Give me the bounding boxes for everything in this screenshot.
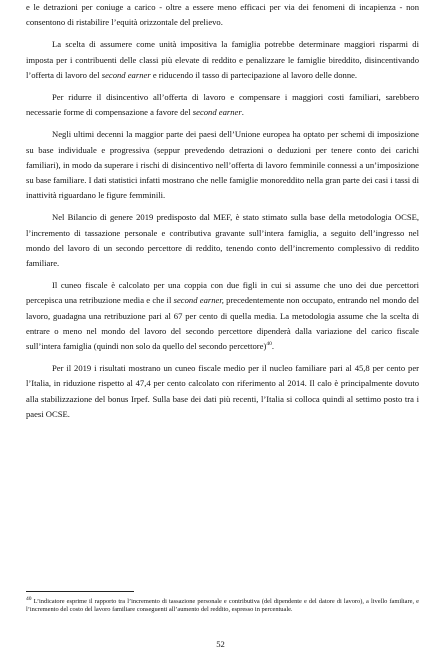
paragraph-text: Nel Bilancio di genere 2019 predisposto dal MEF, è stato stimato sulla base della metodologia OCSE, l’incremento di tassazione personale e contributiva gravante sull’intera famiglia, a seguito dell’ingresso nel mondo del lavoro di un secondo percettore di reddito, tenendo conto dell’incremento complessivo di reddito familiare. bbox=[26, 212, 419, 269]
paragraph-text: Per ridurre il disincentivo all’offerta di lavoro e compensare i maggiori costi familiari, sarebbero necessarie forme di compensazione a favore del bbox=[26, 92, 419, 118]
paragraph bbox=[26, 210, 419, 271]
footnote bbox=[26, 595, 419, 614]
paragraph bbox=[26, 0, 419, 30]
paragraph-text: Il cuneo fiscale è calcolato per una coppia con due figli in cui si assume che uno dei due percettori percepisca una retribuzione media e che il bbox=[26, 280, 419, 306]
paragraph bbox=[26, 278, 419, 354]
paragraph-text: . bbox=[241, 107, 244, 118]
footnote-reference[interactable]: 40 bbox=[266, 341, 272, 348]
paragraph-text: Negli ultimi decenni la maggior parte dei paesi dell’Unione europea ha optato per schemi di imposizione su base individuale e progressiva (seppur prevedendo detrazioni o deduzioni per tenere conto dei carichi familiari), in modo da superare i rischi di disincentivo nell’offerta di lavoro femminile connessi a un’imposizione su base familiare. I dati statistici infatti mostrano che nelle famiglie monoreddito nella gran parte dei casi i tassi di inattività riguardano le figure femminili. bbox=[26, 129, 419, 201]
emphasis-text: second earner bbox=[101, 69, 151, 80]
paragraph-text: precedentemente non occupato, entrando nel mondo del lavoro, guadagna una retribuzione pari al 67 per cento di quella media. La metodologia assume che la scelta di entrare o meno nel mondo del lavoro del secondo percettore dipenderà dalla variazione del carico fiscale sull’intera famiglia (quindi non solo da quello del secondo percettore) bbox=[26, 295, 419, 352]
footnote-marker: 40 bbox=[26, 595, 32, 602]
body-text bbox=[26, 0, 419, 429]
paragraph bbox=[26, 37, 419, 83]
footnote-separator bbox=[26, 591, 134, 592]
paragraph bbox=[26, 127, 419, 203]
paragraph-text: . bbox=[271, 341, 274, 352]
page-number: 52 bbox=[216, 639, 225, 649]
paragraph-text: e le detrazioni per coniuge a carico - oltre a essere meno efficaci per via dei fenomeni di incapienza - non consentono di ristabilire l’equità orizzontale del prelievo. bbox=[26, 2, 419, 28]
paragraph-text: Per il 2019 i risultati mostrano un cuneo fiscale medio per il nucleo familiare pari al 45,8 per cento per l’Italia, in riduzione rispetto al 47,4 per cento calcolato con riferimento al 2014. Il calo è principalmente dovuto alla stabilizzazione del bonus Irpef. Sulla base dei dati più recenti, l’Italia si colloca quindi al settimo posto tra i paesi OCSE. bbox=[26, 363, 419, 419]
emphasis-text: second earner bbox=[192, 107, 242, 118]
emphasis-text: second earner, bbox=[173, 295, 224, 306]
footnote-text: L’indicatore esprime il rapporto tra l’incremento di tassazione personale e contributiva (del dipendente e del datore di lavoro), a livello familiare, e l’incremento del costo del lavoro familiare conseguenti all’aumento del reddito, espresso in percentuale. bbox=[26, 598, 419, 614]
paragraph bbox=[26, 361, 419, 422]
paragraph-text: e riducendo il tasso di partecipazione al lavoro delle donne. bbox=[150, 69, 358, 80]
paragraph-text: La scelta di assumere come unità impositiva la famiglia potrebbe determinare maggiori risparmi di imposta per i contribuenti delle classi più elevate di reddito e penalizzare le famiglie bireddito, disincentivando l’offerta di lavoro del bbox=[26, 39, 419, 80]
paragraph bbox=[26, 90, 419, 120]
